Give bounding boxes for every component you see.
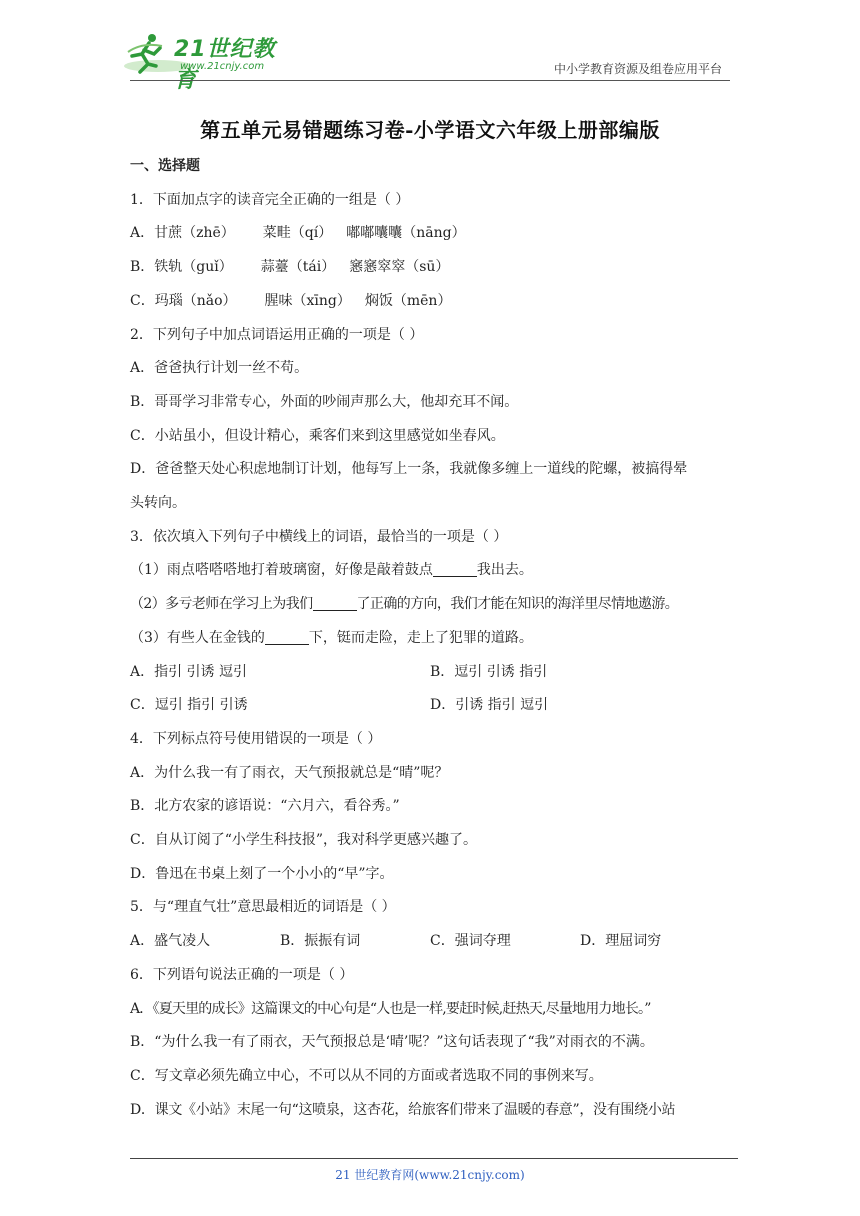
header-divider: [130, 80, 730, 81]
q4-option-a: A．为什么我一有了雨衣，天气预报就总是“晴”呢？: [130, 764, 449, 781]
q4-option-c: C．自从订阅了“小学生科技报”，我对科学更感兴趣了。: [130, 832, 478, 849]
q3-sentence-1: （1）雨点嗒嗒嗒地打着玻璃窗，好像是敲着鼓点 我出去。: [130, 562, 533, 579]
fill-blank: [265, 628, 309, 645]
q3-sentence-2: （2）多亏老师在学习上为我们 了正确的方向，我们才能在知识的海洋里尽情地遨游。: [130, 596, 679, 613]
q3-option-a: A．指引 引诱 逗引: [130, 663, 248, 680]
q1-option-a: A．甘蔗（zhē） 菜畦（qí） 嘟嘟囔囔（nāng）: [130, 225, 466, 242]
q5-stem: 5．与“理直气壮”意思最相近的词语是（ ）: [130, 899, 396, 916]
logo-url: www.21cnjy.com: [180, 61, 265, 72]
logo-text: 21世纪教育: [174, 37, 276, 93]
q3-option-c: C．逗引 指引 引诱: [130, 697, 248, 714]
header-platform-text: 中小学教育资源及组卷应用平台: [553, 62, 722, 76]
q5-option-b: B．振振有词: [280, 933, 361, 950]
q1-option-c: C．玛瑙（nǎo） 腥味（xīng） 焖饭（mēn）: [130, 292, 452, 309]
q2-option-b: B．哥哥学习非常专心，外面的吵闹声那么大，他却充耳不闻。: [130, 393, 519, 410]
q2-option-d-line2: 头转向。: [130, 495, 186, 512]
question-list: [130, 150, 740, 1127]
q4-option-d: D．鲁迅在书桌上刻了一个小小的“早”字。: [130, 865, 394, 882]
q5-options: [130, 925, 740, 959]
q6-option-b: B．“为什么我一有了雨衣，天气预报总是‘晴’呢？”这句话表现了“我”对雨衣的不满。: [130, 1034, 654, 1051]
q6-option-c: C．写文章必须先确立中心，不可以从不同的方面或者选取不同的事例来写。: [130, 1067, 603, 1084]
q2-stem: 2．下列句子中加点词语运用正确的一项是（ ）: [130, 326, 424, 343]
q4-stem: 4．下列标点符号使用错误的一项是（ ）: [130, 730, 382, 747]
fill-blank: [313, 594, 357, 611]
q1-option-b: B．铁轨（guǐ） 蒜薹（tái） 窸窸窣窣（sū）: [130, 259, 450, 276]
logo: [122, 30, 297, 93]
q6-stem: 6．下列语句说法正确的一项是（ ）: [130, 966, 354, 983]
page-header: [0, 0, 860, 93]
q4-option-b: B．北方农家的谚语说：“六月六，看谷秀。”: [130, 798, 400, 815]
section-heading: 一、选择题: [130, 158, 200, 174]
fill-blank: [433, 560, 477, 577]
q2-option-c: C．小站虽小，但设计精心，乘客们来到这里感觉如坐春风。: [130, 427, 505, 444]
q3-option-d: D．引诱 指引 逗引: [430, 697, 549, 714]
q3-option-b: B．逗引 引诱 指引: [430, 663, 548, 680]
q5-option-a: A．盛气凌人: [130, 933, 211, 950]
q2-option-d-line1: D．爸爸整天处心积虑地制订计划，他每写上一条，我就像多缠上一道线的陀螺，被搞得晕: [130, 461, 688, 478]
footer-divider: [130, 1158, 738, 1159]
q3-stem: 3．依次填入下列句子中横线上的词语，最恰当的一项是（ ）: [130, 528, 508, 545]
footer-text: 21 世纪教育网(www.21cnjy.com): [335, 1168, 525, 1182]
q3-sentence-3: （3）有些人在金钱的 下，铤而走险，走上了犯罪的道路。: [130, 629, 533, 646]
page-title: 第五单元易错题练习卷-小学语文六年级上册部编版: [200, 118, 660, 142]
q2-option-a: A．爸爸执行计划一丝不苟。: [130, 360, 309, 377]
q6-option-d: D．课文《小站》末尾一句“这喷泉，这杏花，给旅客们带来了温暖的春意”，没有围绕小站: [130, 1101, 676, 1118]
q5-option-d: D．理屈词穷: [580, 933, 662, 950]
q3-options-row-2: [130, 689, 740, 723]
q1-stem: 1．下面加点字的读音完全正确的一组是（ ）: [130, 191, 410, 208]
q3-options-row-1: [130, 656, 740, 690]
q6-option-a: A．《夏天里的成长》这篇课文的中心句是“人也是一样,要赶时候,赶热天,尽量地用力地长。”: [130, 1000, 651, 1017]
q5-option-c: C．强词夺理: [430, 933, 511, 950]
